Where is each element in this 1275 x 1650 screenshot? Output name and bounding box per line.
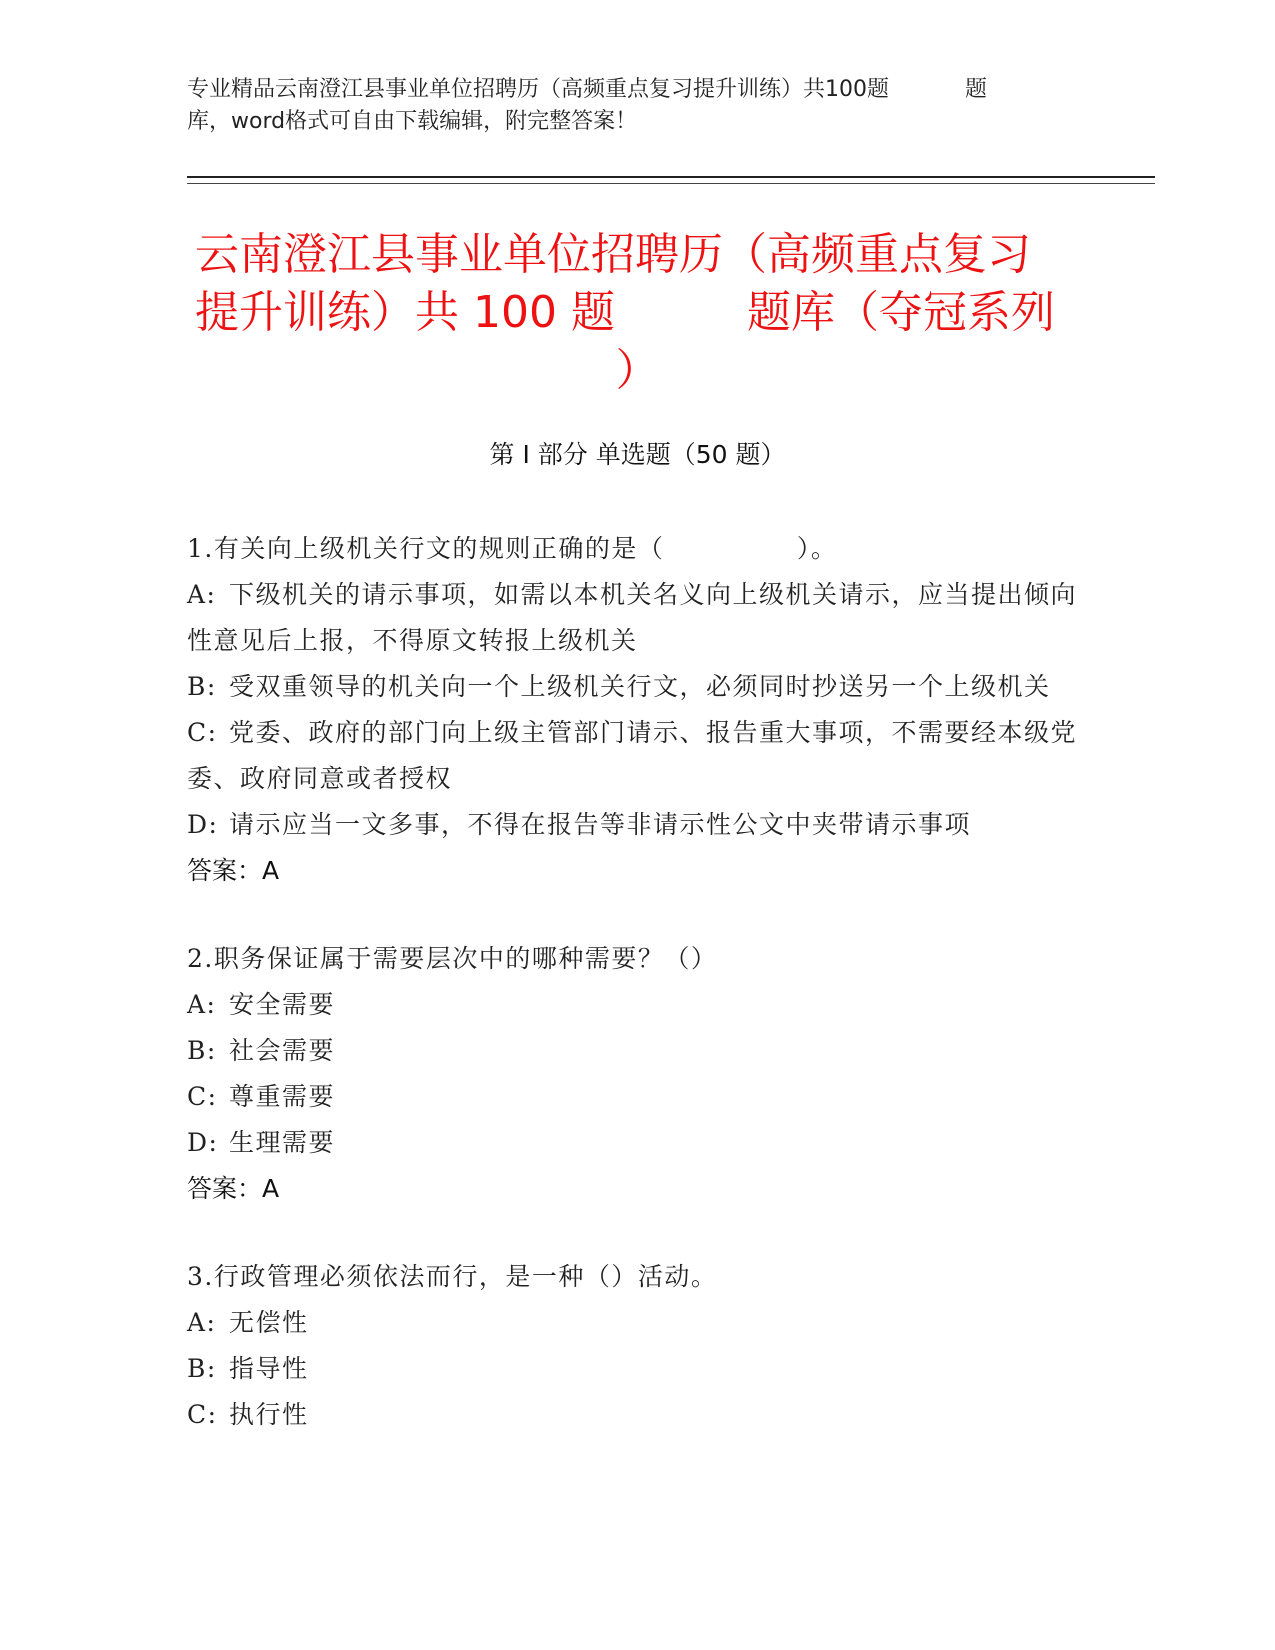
question-3 — [187, 1254, 1077, 1438]
option-label: C: — [187, 1400, 218, 1429]
option-a — [187, 572, 1077, 664]
option-label: A: — [187, 990, 217, 1019]
option-text: 社会需要 — [229, 1036, 336, 1065]
header-text-right: 题 — [965, 77, 988, 102]
option-text: 执行性 — [229, 1400, 309, 1429]
answer-line: 答案：A — [187, 856, 280, 885]
option-text: 受双重领导的机关向一个上级机关行文，必须同时抄送另一个上级机关 — [229, 672, 1051, 701]
option-c — [187, 1074, 1077, 1120]
section-heading: 第 I 部分 单选题（50 题） — [489, 440, 786, 469]
option-text: 生理需要 — [229, 1128, 336, 1157]
title-line-3: ） — [615, 345, 660, 396]
title-line-2-left: 提升训练）共 100 题 — [195, 287, 615, 338]
option-text: 尊重需要 — [229, 1082, 336, 1111]
question-list — [187, 526, 1077, 1480]
option-a — [187, 1300, 1077, 1346]
option-text: 无偿性 — [229, 1308, 309, 1337]
option-text: 安全需要 — [229, 990, 336, 1019]
option-label: A: — [187, 580, 217, 609]
option-label: D: — [187, 810, 219, 839]
option-label: D: — [187, 1128, 219, 1157]
header-divider-thin — [187, 183, 1155, 184]
question-stem: 2.职务保证属于需要层次中的哪种需要？（） — [187, 944, 718, 973]
title-line-2 — [195, 284, 1080, 342]
header-line-2: 库，word格式可自由下载编辑，附完整答案！ — [187, 109, 638, 134]
option-text: 指导性 — [229, 1354, 309, 1383]
question-2 — [187, 936, 1077, 1212]
option-label: B: — [187, 672, 217, 701]
option-b — [187, 1346, 1077, 1392]
option-label: A: — [187, 1308, 217, 1337]
option-text: 请示应当一文多事，不得在报告等非请示性公文中夹带请示事项 — [229, 810, 972, 839]
option-d — [187, 802, 1077, 848]
option-c — [187, 1392, 1077, 1438]
page-header — [187, 74, 1087, 138]
question-stem: 3.行政管理必须依法而行，是一种（）活动。 — [187, 1262, 718, 1291]
option-text: 党委、政府的部门向上级主管部门请示、报告重大事项，不需要经本级党委、政府同意或者授权 — [187, 718, 1078, 793]
question-1 — [187, 526, 1077, 894]
title-line-2-right: 题库（夺冠系列 — [746, 287, 1055, 338]
question-stem: 1.有关向上级机关行文的规则正确的是（ ）。 — [187, 534, 838, 563]
option-label: B: — [187, 1036, 217, 1065]
option-text: 下级机关的请示事项，如需以本机关名义向上级机关请示，应当提出倾向性意见后上报，不得原文转报上级机关 — [187, 580, 1078, 655]
option-label: C: — [187, 1082, 218, 1111]
header-text-left: 专业精品云南澄江县事业单位招聘历（高频重点复习提升训练）共100题 — [187, 77, 889, 102]
option-b — [187, 664, 1077, 710]
option-a — [187, 982, 1077, 1028]
option-label: B: — [187, 1354, 217, 1383]
header-divider-thick — [187, 176, 1155, 178]
title-line-1: 云南澄江县事业单位招聘历（高频重点复习 — [195, 229, 1031, 280]
option-c — [187, 710, 1077, 802]
option-label: C: — [187, 718, 218, 747]
option-d — [187, 1120, 1077, 1166]
answer-line: 答案：A — [187, 1174, 280, 1203]
option-b — [187, 1028, 1077, 1074]
header-line-1 — [187, 74, 1087, 106]
document-title — [195, 226, 1080, 400]
